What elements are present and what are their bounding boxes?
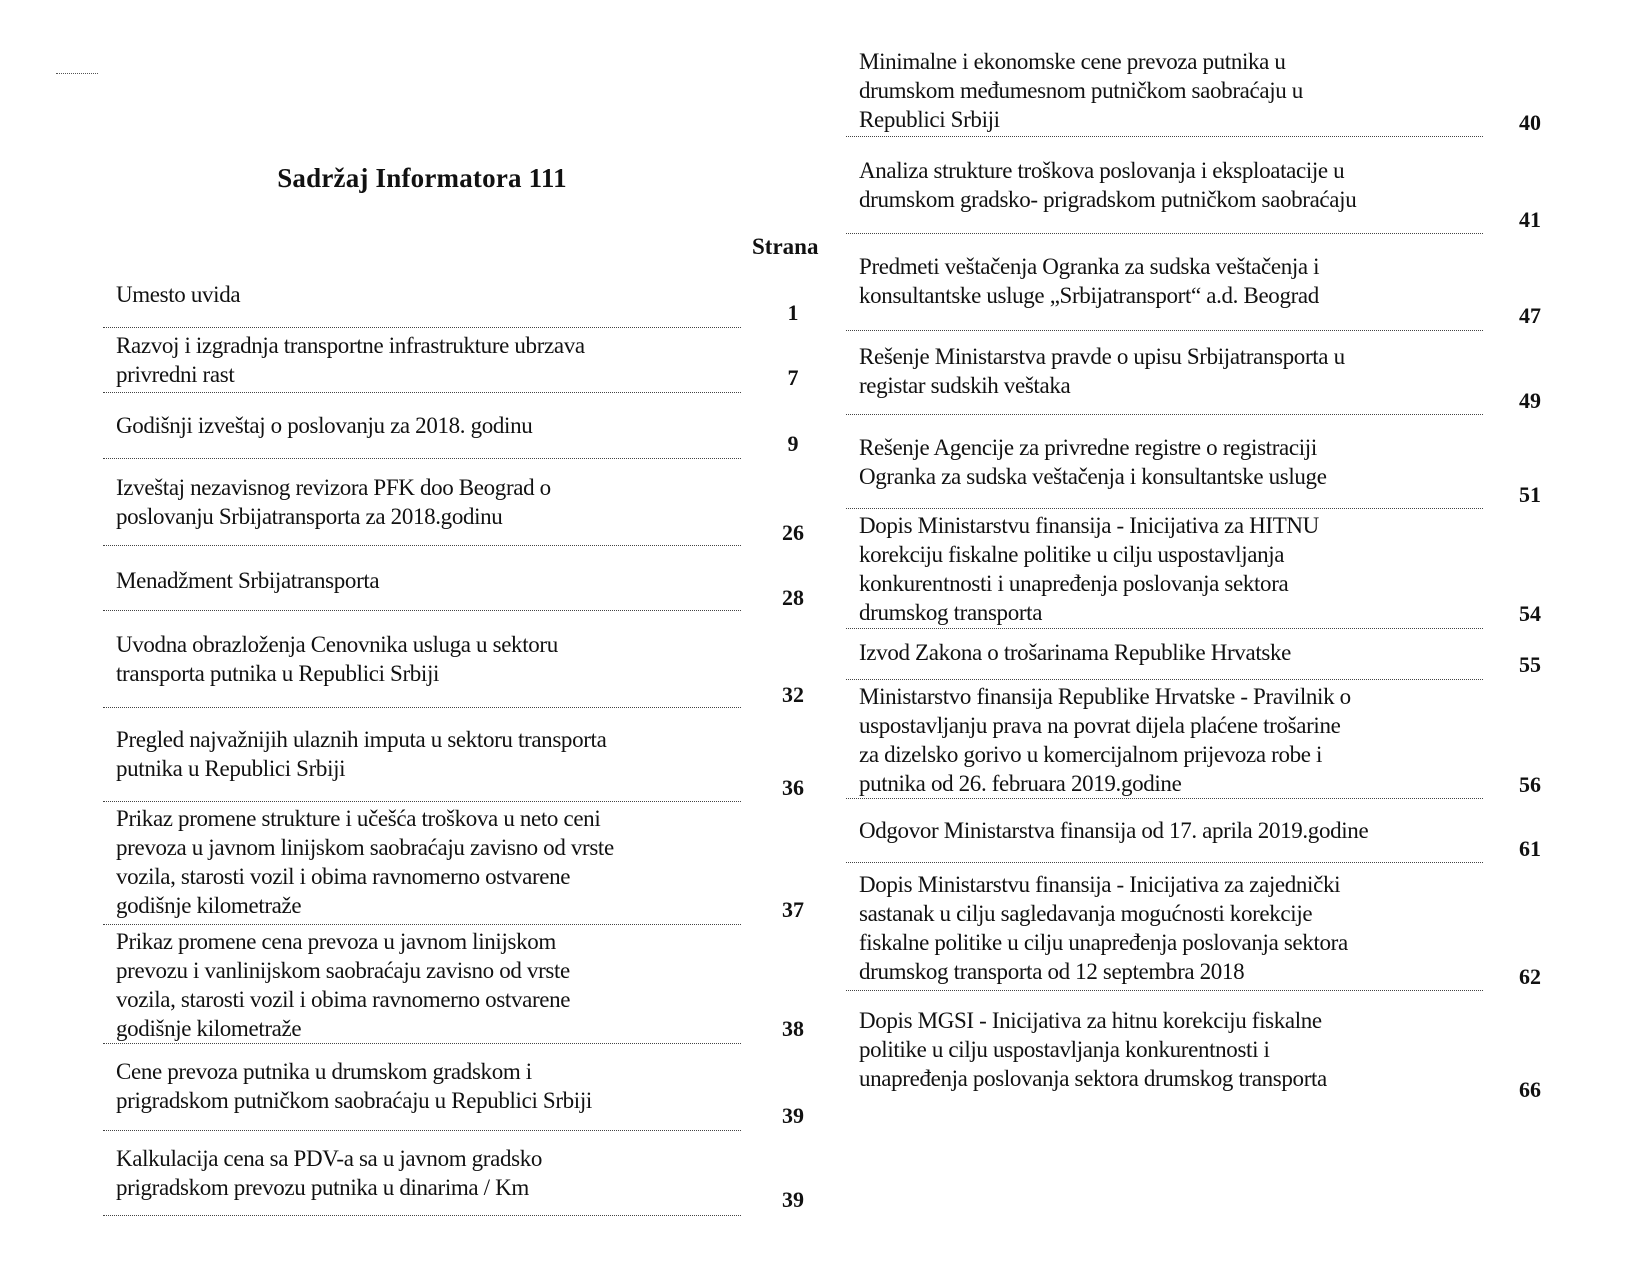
toc-entry-title: Razvoj i izgradnja transportne infrastrukture ubrzava privredni rast [116,333,585,387]
toc-entry[interactable] [103,925,741,1044]
toc-entry[interactable] [846,629,1483,680]
toc-page-number: 37 [782,897,804,922]
toc-page-number: 49 [1519,388,1541,413]
toc-page-number: 61 [1519,836,1541,861]
toc-entry-title: Kalkulacija cena sa PDV-a sa u javnom gradsko prigradskom prevozu putnika u dinarima / Km [116,1146,543,1200]
toc-entry[interactable] [103,393,741,459]
toc-entry[interactable] [103,802,741,925]
page-title: Sadržaj Informatora 111 [277,163,567,193]
toc-entry-title: Godišnji izveštaj o poslovanju za 2018. godinu [116,413,533,438]
toc-entry-title: Menadžment Srbijatransporta [116,568,380,593]
toc-entry-title: Izvod Zakona o trošarinama Republike Hrvatske [859,640,1291,665]
toc-page-number: 9 [787,431,799,456]
toc-page-number: 26 [782,520,804,545]
toc-page-number: 38 [782,1016,804,1041]
toc-entry-title: Umesto uvida [116,282,241,307]
toc-entry[interactable] [846,415,1483,509]
toc-page-number: 47 [1519,303,1541,328]
toc-entry[interactable] [103,1131,741,1216]
toc-entry[interactable] [103,611,741,708]
toc-page-number: 66 [1519,1077,1541,1102]
toc-entry[interactable] [846,863,1483,991]
toc-page-number: 1 [787,300,799,325]
toc-entry[interactable] [103,459,741,546]
page-column-header: Strana [752,234,819,259]
toc-entry-title: Rešenje Ministarstva pravde o upisu Srbijatransporta u registar sudskih veštaka [859,344,1345,398]
toc-entry[interactable] [846,234,1483,331]
toc-page-number: 55 [1519,652,1541,677]
toc-entry-title: Izveštaj nezavisnog revizora PFK doo Beograd o poslovanju Srbijatransporta za 2018.godinu [116,475,551,529]
toc-entry[interactable] [103,328,741,393]
toc-entry[interactable] [846,137,1483,234]
toc-entry-title: Ministarstvo finansija Republike Hrvatske - Pravilnik o uspostavljanju prava na povrat dijela plaćene trošarine za dizelsko gorivo u komercijalnom prijevoza robe i putnika od 26. februara 2019.godine [859,684,1351,796]
toc-entry[interactable] [846,331,1483,415]
toc-entry[interactable] [846,47,1483,137]
toc-entry[interactable] [846,991,1483,1101]
toc-entry-title: Prikaz promene cena prevoza u javnom linijskom prevozu i vanlinijskom saobraćaju zavisno od vrste vozila, starosti vozil i obima ravnomerno ostvarene godišnje kilometraže [116,929,571,1041]
toc-page-number: 40 [1519,110,1541,135]
toc-page-number: 62 [1519,964,1541,989]
toc-page-number: 54 [1519,601,1541,626]
toc-page-number: 39 [782,1187,804,1212]
toc-page-number: 39 [782,1103,804,1128]
toc-entry[interactable] [846,509,1483,629]
toc-entry[interactable] [846,799,1483,863]
toc-entry-title: Minimalne i ekonomske cene prevoza putnika u drumskom međumesnom putničkom saobraćaju u Republici Srbiji [859,49,1303,132]
toc-entry[interactable] [103,708,741,802]
toc-page-number: 32 [782,682,804,707]
toc-entry[interactable] [103,270,741,328]
toc-entry-title: Dopis Ministarstvu finansija - Inicijativa za HITNU korekciju fiskalne politike u cilju uspostavljanja konkurentnosti i unapređenja poslovanja sektora drumskog transporta [859,513,1319,625]
toc-entry-title: Analiza strukture troškova poslovanja i eksploatacije u drumskom gradsko- prigradskom putničkom saobraćaju [859,158,1357,212]
toc-page-number: 7 [787,365,799,390]
toc-page-number: 36 [782,775,804,800]
toc-entry[interactable] [103,546,741,611]
toc-entry[interactable] [103,1044,741,1131]
toc-entry-title: Prikaz promene strukture i učešća troškova u neto ceni prevoza u javnom linijskom saobraćaju zavisno od vrste vozila, starosti vozil i obima ravnomerno ostvarene godišnje kilometraže [116,806,614,918]
corner-dotted-mark [56,73,98,74]
toc-entry-title: Dopis Ministarstvu finansija - Inicijativa za zajednički sastanak u cilju sagledavanja mogućnosti korekcije fiskalne politike u cilju unapređenja poslovanja sektora drumskog transporta od 12 septembra 2018 [859,872,1348,984]
toc-entry-title: Pregled najvažnijih ulaznih imputa u sektoru transporta putnika u Republici Srbiji [116,727,607,781]
toc-entry-title: Uvodna obrazloženja Cenovnika usluga u sektoru transporta putnika u Republici Srbiji [116,632,558,686]
toc-entry-title: Dopis MGSI - Inicijativa za hitnu korekciju fiskalne politike u cilju uspostavljanja konkurentnosti i unapređenja poslovanja sektora drumskog transporta [859,1008,1327,1091]
toc-entry[interactable] [846,680,1483,799]
toc-entry-title: Predmeti veštačenja Ogranka za sudska veštačenja i konsultantske usluge „Srbijatransport“ a.d. Beograd [859,254,1320,308]
toc-entry-title: Rešenje Agencije za privredne registre o registraciji Ogranka za sudska veštačenja i konsultantske usluge [859,435,1327,489]
toc-entry-title: Odgovor Ministarstva finansija od 17. aprila 2019.godine [859,818,1369,843]
toc-page-number: 56 [1519,772,1541,797]
toc-entry-title: Cene prevoza putnika u drumskom gradskom i prigradskom putničkom saobraćaju u Republici Srbiji [116,1059,592,1113]
toc-page-number: 41 [1519,207,1541,232]
toc-page-number: 28 [782,585,804,610]
toc-page-number: 51 [1519,482,1541,507]
